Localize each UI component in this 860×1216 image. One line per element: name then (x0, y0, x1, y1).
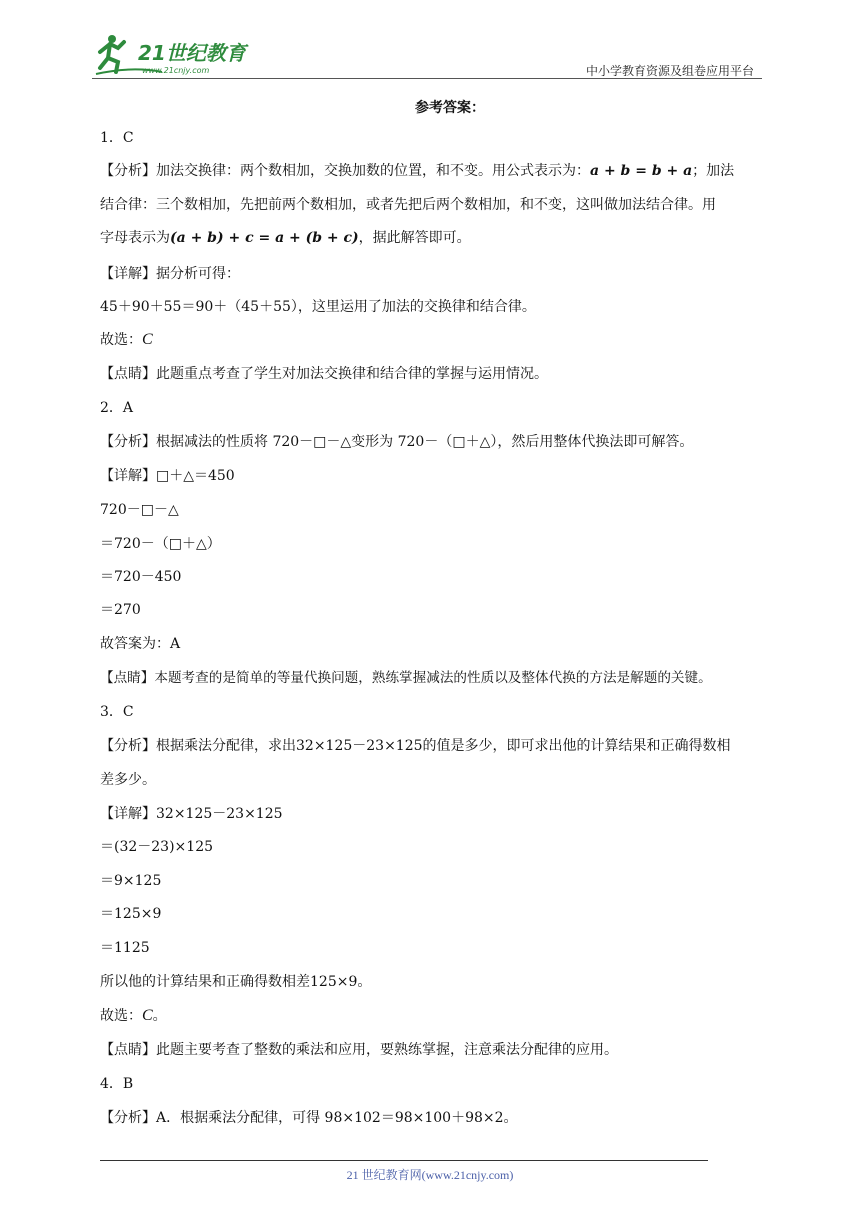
q3-answer: 3．C (100, 704, 134, 720)
q3-selection: 故选：C。 (100, 1007, 167, 1024)
q3-analysis-line2: 差多少。 (100, 772, 156, 788)
associative-formula: (a + b) + c = a + (b + c) (170, 230, 359, 246)
q3-comment: 【点睛】此题主要考查了整数的乘法和应用，要熟练掌握，注意乘法分配律的应用。 (100, 1042, 618, 1058)
q2-detail-line4: ＝720－450 (100, 569, 182, 585)
svg-text:21世纪教育: 21世纪教育 (138, 41, 246, 65)
q2-detail-line1: 【详解】□＋△＝450 (100, 468, 235, 484)
q2-selection: 故答案为：A (100, 636, 181, 652)
q1-comment: 【点睛】此题重点考查了学生对加法交换律和结合律的掌握与运用情况。 (100, 366, 548, 382)
q2-detail-line3: ＝720－（□＋△） (100, 536, 221, 552)
site-logo (92, 30, 262, 78)
q2-answer: 2．A (100, 400, 134, 416)
commutative-formula: a + b = b + a (590, 163, 693, 179)
q1-selection: 故选：C (100, 331, 153, 348)
runner-logo-icon (92, 30, 262, 78)
q3-detail-line4: ＝125×9 (100, 906, 162, 922)
q1-detail-line1: 【详解】据分析可得： (100, 266, 240, 282)
q3-detail-line1: 【详解】32×125－23×125 (100, 806, 283, 822)
platform-name: 中小学教育资源及组卷应用平台 (585, 64, 754, 78)
page-footer: 21 世纪教育网(www.21cnjy.com) (346, 1168, 514, 1182)
q2-analysis: 【分析】根据减法的性质将 720－□－△变形为 720－（□＋△），然后用整体代换法即可解答。 (100, 434, 694, 450)
footer-divider (100, 1160, 708, 1161)
header-divider (92, 78, 762, 79)
svg-text:www.21cnjy.com: www.21cnjy.com (142, 66, 210, 75)
q1-detail-line2: 45＋90＋55＝90＋（45＋55），这里运用了加法的交换律和结合律。 (100, 299, 536, 315)
page-header (92, 30, 762, 80)
q2-comment: 【点睛】本题考查的是简单的等量代换问题，熟练掌握减法的性质以及整体代换的方法是解题的关键。 (100, 670, 712, 686)
q3-detail-line6: 所以他的计算结果和正确得数相差125×9。 (100, 974, 372, 990)
q3-detail-line5: ＝1125 (100, 940, 150, 956)
q1-analysis-line2: 结合律：三个数相加，先把前两个数相加，或者先把后两个数相加，和不变，这叫做加法结合律。用 (100, 197, 716, 213)
q4-analysis: 【分析】A．根据乘法分配律，可得 98×102＝98×100＋98×2。 (100, 1110, 518, 1126)
q1-analysis-line3: 字母表示为(a + b) + c = a + (b + c)，据此解答即可。 (100, 230, 471, 246)
q2-detail-line5: ＝270 (100, 602, 141, 618)
q1-answer: 1．C (100, 130, 134, 146)
page-title: 参考答案： (415, 100, 485, 116)
q2-detail-line2: 720－□－△ (100, 502, 179, 518)
q1-analysis-line1: 【分析】加法交换律：两个数相加，交换加数的位置，和不变。用公式表示为：a + b = b + a；加法 (100, 163, 735, 179)
q3-detail-line2: ＝(32－23)×125 (100, 839, 214, 855)
q3-analysis-line1: 【分析】根据乘法分配律，求出32×125－23×125的值是多少，即可求出他的计算结果和正确得数相 (100, 738, 731, 754)
q4-answer: 4．B (100, 1076, 134, 1092)
q3-detail-line3: ＝9×125 (100, 873, 162, 889)
